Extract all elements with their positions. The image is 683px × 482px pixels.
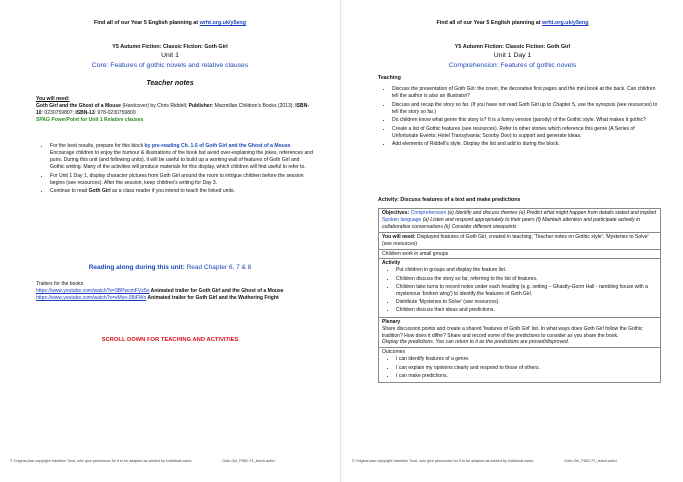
teacher-notes-heading: Teacher notes	[146, 80, 194, 87]
teaching-list	[378, 86, 660, 150]
outcome-item: • I can make predictions.	[396, 373, 657, 380]
activity-item: • Children discuss the story so far, referring to the list of features.	[396, 276, 657, 283]
activity-item: • Children take turns to record notes under each heading (e.g. setting – Ghastly-Gorm Hall - rambling house with a mysterious 'broken wing') to identify the features of Goth Girl.	[396, 284, 657, 298]
need-heading: You will need:	[36, 96, 70, 102]
activity-item: • Put children in groups and display the feature list.	[396, 267, 657, 274]
trailer-1: https://www.youtube.com/watch?v=3BPwcmFVz5o Animated trailer for Goth Girl and the Ghost of a Mouse	[36, 288, 284, 295]
header-text: Find all of our Year 5 English planning at	[436, 20, 541, 26]
left-footer: © Original plan copyright Hamilton Trust, who give permission for it to be adapted as wished by individual users. Goth-Girl_P85C F1_teach-activi	[10, 459, 275, 463]
left-page	[0, 0, 341, 482]
note-bullet-2: • For Unit 1 Day 1, display character pictures from Goth Girl around the room to intrigue children before the session begins (see resources). After the session, keep children's writing for Day 3.	[50, 173, 314, 187]
teaching-item: • Do children know what genre this story is? It is a funny version (parody) of the Gothic style. What makes it gothic?	[392, 117, 660, 124]
right-unit: Unit 1 Day 1	[493, 52, 532, 59]
need-cell: You will need: Displayed features of Goth Girl, created in teaching; 'Teacher notes on Gothic style'; 'Mysteries to Solve' (see resources)	[379, 232, 661, 249]
spag-resource: SPAG PowerPoint for Unit 1 Relative clauses	[36, 117, 144, 124]
right-page	[342, 0, 683, 482]
right-comp-title: Comprehension: Features of gothic novels	[448, 62, 577, 69]
trailer-1-link[interactable]: https://www.youtube.com/watch?v=3BPwcmFVz5o	[36, 288, 150, 295]
header-line	[0, 20, 340, 26]
right-subtitle: Y5 Autumn Fiction: Classic Fiction: Goth Girl	[454, 44, 571, 50]
scroll-down-note: SCROLL DOWN FOR TEACHING AND ACTIVITIES	[101, 337, 239, 343]
trailer-2: https://www.youtube.com/watch?v=vMyo-05tFWo Animated trailer for Goth Girl and the Wuthering Fright	[36, 295, 279, 302]
note-bullet-3: • Continue to read Goth Girl as a class reader if you intend to teach the linked units.	[50, 188, 314, 195]
trailers-heading: Trailers for the books	[36, 281, 84, 287]
teaching-item: • Add elements of Riddell's style. Display the list and add to during the block.	[392, 141, 660, 148]
header-text: Find all of our Year 5 English planning at	[93, 20, 199, 26]
teaching-item: • Create a list of Gothic features (see resources). Refer to other stories which reference this genre (A Series of Unfortunate Events; Hotel Transylvania; Scooby Doo) to support and generate ideas.	[392, 126, 660, 140]
activity-cell: Activity • Put children in groups and display the feature list. • Children discuss the story so far, referring to the list of features. • Children take turns to record notes under each heading (e.g. setting – Ghastly-Gorm Hall - rambling house with a mysterious 'broken wing') to identify the features of Goth Girl. • Distribute 'Mysteries to Solve' (see resources). • Children discuss their ideas and predictions.	[379, 259, 661, 317]
outcomes-cell: Outcomes • I can identify features of a genre. • I can explain my opinions clearly and respond to those of others. • I can make predictions.	[379, 348, 661, 383]
activity-table	[378, 208, 661, 383]
teaching-item: • Discuss the presentation of Goth Girl: the cover, the decorative first pages and the mini book at the back. Can children tell the author is also an illustrator?	[392, 86, 660, 100]
activity-item: • Distribute 'Mysteries to Solve' (see resources).	[396, 299, 657, 306]
teaching-item: • Discuss and recap the story so far. (If you have not read Goth Girl up to Chapter 5, use the synopsis (see resources) to tell the story so far.)	[392, 102, 660, 116]
you-will-need	[36, 96, 316, 124]
reading-along: Reading along during this unit: Read Chapter 6, 7 & 8	[88, 264, 252, 271]
right-footer: © Original plan copyright Hamilton Trust, who give permission for it to be adapted as wished by individual users. Goth-Girl_P85C F1_teach-activi	[352, 459, 617, 463]
trailers-section	[36, 281, 316, 302]
groups-cell: Children work in small groups	[379, 249, 661, 259]
objectives-cell: Objectives: Comprehension (e) Identify and discuss themes (e) Predict what might happen from details stated and implied Spoken language (a) Listen and respond appropriately to their peers (f) Maintain attention and participate actively in collaborative conversations (k) Consider different viewpoints	[379, 209, 661, 233]
trailer-2-link[interactable]: https://www.youtube.com/watch?v=vMyo-05tFWo	[36, 295, 147, 302]
need-text: Goth Girl and the Ghost of a Mouse (Hardcover) by Chris Riddell; Publisher: Macmillan Children's Books (2013); ISBN-10: 0230759807; ISBN-13: 978-0230759800	[36, 103, 310, 117]
left-core-title: Core: Features of gothic novels and relative clauses	[91, 62, 249, 69]
plenary-cell: Plenary Share discussion points and create a shared 'features of Goth Girl' list. In what ways does Goth Girl follow the Gothic tradition? How does it differ? Share and record some of the predictions to consider as you share the book. Display the predictions. You can return to it as the predictions are proved/disproved.	[379, 317, 661, 348]
left-subtitle: Y5 Autumn Fiction: Classic Fiction: Goth Girl	[112, 44, 228, 50]
outcome-item: • I can identify features of a genre.	[396, 356, 657, 363]
header-link[interactable]: wrht.org.uk/y5eng	[199, 20, 247, 26]
activity-heading: Activity: Discuss features of a text and make predictions	[378, 197, 521, 203]
left-unit: Unit 1	[161, 52, 179, 59]
note-bullet-1: • For the best results, prepare for this block by pre-reading Ch. 1-5 of Goth Girl and the Ghost of a Mouse. Encourage children to enjoy the humour & illustrations of the book but avoid over-explaining the jokes, references and puns. During this unit (and following units), it will be useful to build up a working wall of features of Goth Girl and Gothic writing. Many of the activities will produce materials for this display, which children will find useful to refer to.	[50, 143, 314, 171]
header-link[interactable]: wrht.org.uk/y5eng	[542, 20, 589, 26]
activity-item: • Children discuss their ideas and predictions.	[396, 307, 657, 314]
teaching-heading: Teaching	[378, 75, 401, 81]
outcome-item: • I can explain my opinions clearly and respond to those of others.	[396, 365, 657, 372]
header-line	[342, 20, 683, 26]
notes-list	[36, 143, 314, 197]
